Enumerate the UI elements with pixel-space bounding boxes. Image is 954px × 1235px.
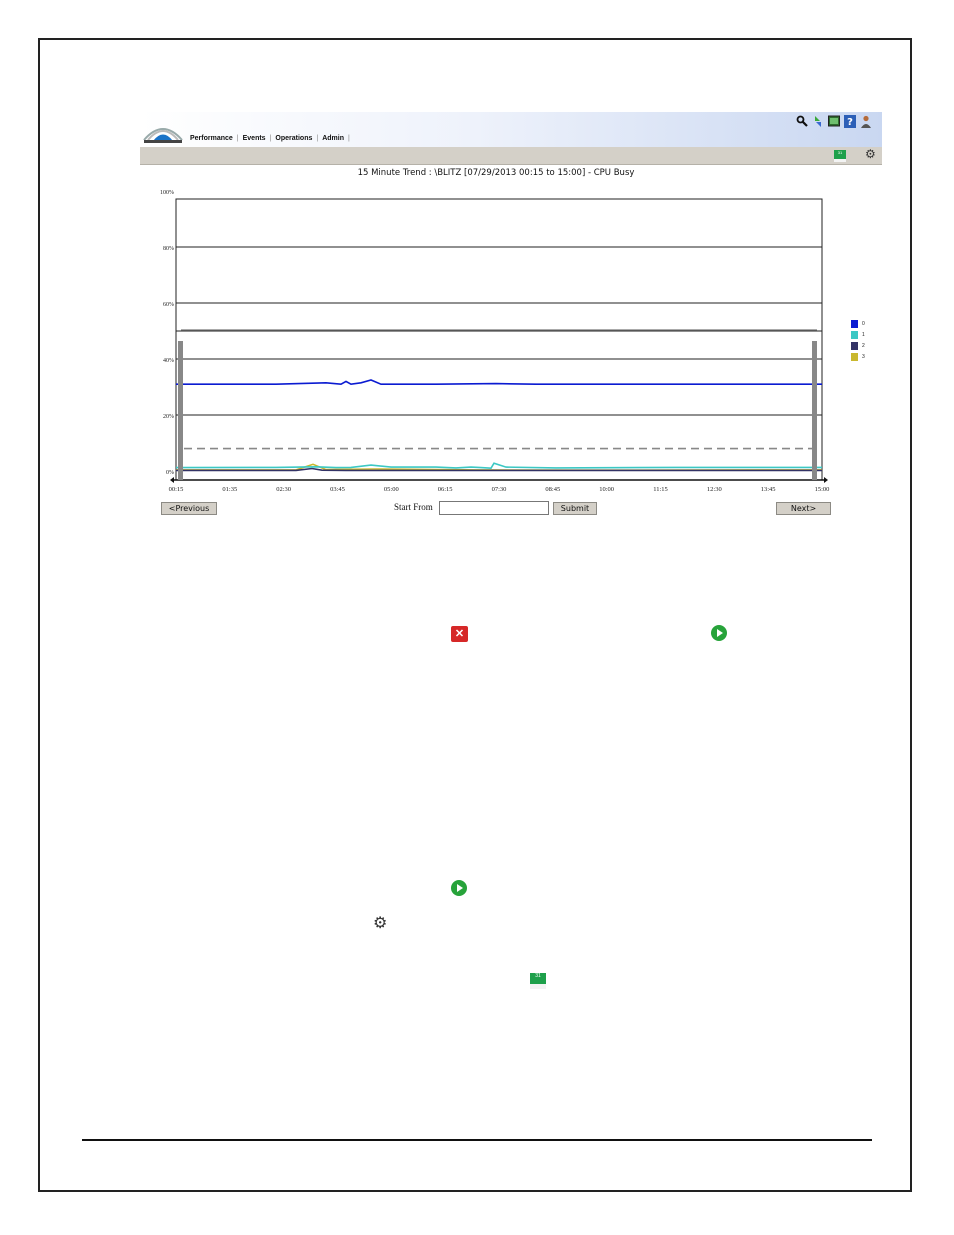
start-from-input[interactable]: [439, 501, 549, 515]
left-range-handle: [178, 341, 183, 480]
app-screenshot: [140, 112, 882, 519]
series-line-0: [176, 380, 822, 384]
play-icon: [451, 880, 467, 896]
plot-frame: [176, 199, 822, 480]
x-tick-label: 12:30: [706, 486, 722, 493]
nav-separator: |: [269, 134, 272, 142]
x-tick-label: 05:00: [383, 486, 399, 493]
x-tick-label: 11:15: [653, 486, 668, 493]
legend-label: 1: [862, 331, 865, 338]
nav-admin[interactable]: Admin: [322, 134, 344, 142]
svg-text:?: ?: [846, 116, 853, 128]
x-tick-label: 15:00: [814, 486, 830, 493]
chart-legend: [851, 318, 865, 362]
chart-title: 15 Minute Trend : \BLITZ [07/29/2013 00:15 to 15:00] - CPU Busy: [357, 168, 635, 178]
settings-gear-icon: ⚙: [373, 915, 388, 932]
x-tick-label: 00:15: [168, 486, 184, 493]
close-icon: ✕: [451, 626, 468, 642]
legend-label: 3: [862, 353, 865, 360]
settings-gear-icon[interactable]: ⚙: [865, 147, 876, 161]
y-tick-label: 0%: [166, 470, 174, 476]
legend-swatch: [851, 320, 858, 328]
x-tick-label: 06:15: [437, 486, 453, 493]
calendar-icon[interactable]: 31: [834, 150, 846, 162]
y-tick-label: 100%: [160, 190, 174, 196]
legend-item: [851, 340, 865, 351]
legend-label: 2: [862, 342, 865, 349]
right-range-handle: [812, 341, 817, 480]
legend-label: 0: [862, 320, 865, 327]
x-tick-label: 03:45: [330, 486, 345, 493]
previous-button[interactable]: <Previous: [161, 502, 217, 515]
legend-item: [851, 329, 865, 340]
footer-rule: [82, 1139, 872, 1141]
play-icon: [711, 625, 727, 641]
start-from-label: Start From: [394, 502, 433, 512]
y-tick-label: 60%: [163, 302, 174, 308]
x-tick-label: 08:45: [545, 486, 561, 493]
x-tick-label: 07:30: [491, 486, 507, 493]
cpu-busy-chart: [140, 112, 882, 519]
x-tick-label: 10:00: [599, 486, 615, 493]
x-tick-label: 01:35: [222, 486, 238, 493]
y-tick-label: 20%: [163, 414, 174, 420]
series-line-1: [176, 463, 822, 468]
legend-item: [851, 351, 865, 362]
nav-performance[interactable]: Performance: [190, 134, 233, 142]
legend-item: [851, 318, 865, 329]
nav-separator: |: [236, 134, 239, 142]
nav-operations[interactable]: Operations: [275, 134, 313, 142]
calendar-icon: 31: [530, 973, 546, 989]
legend-swatch: [851, 353, 858, 361]
nav-separator: |: [347, 134, 350, 142]
x-tick-label: 02:30: [276, 486, 292, 493]
axis-left-arrow: [170, 477, 174, 483]
nav-separator: |: [316, 134, 319, 142]
nav-events[interactable]: Events: [242, 134, 266, 142]
x-tick-label: 13:45: [760, 486, 776, 493]
y-tick-label: 80%: [163, 246, 174, 252]
next-button[interactable]: Next>: [776, 502, 831, 515]
axis-right-arrow: [824, 477, 828, 483]
submit-button[interactable]: Submit: [553, 502, 597, 515]
legend-swatch: [851, 331, 858, 339]
y-tick-label: 40%: [163, 358, 174, 364]
legend-swatch: [851, 342, 858, 350]
